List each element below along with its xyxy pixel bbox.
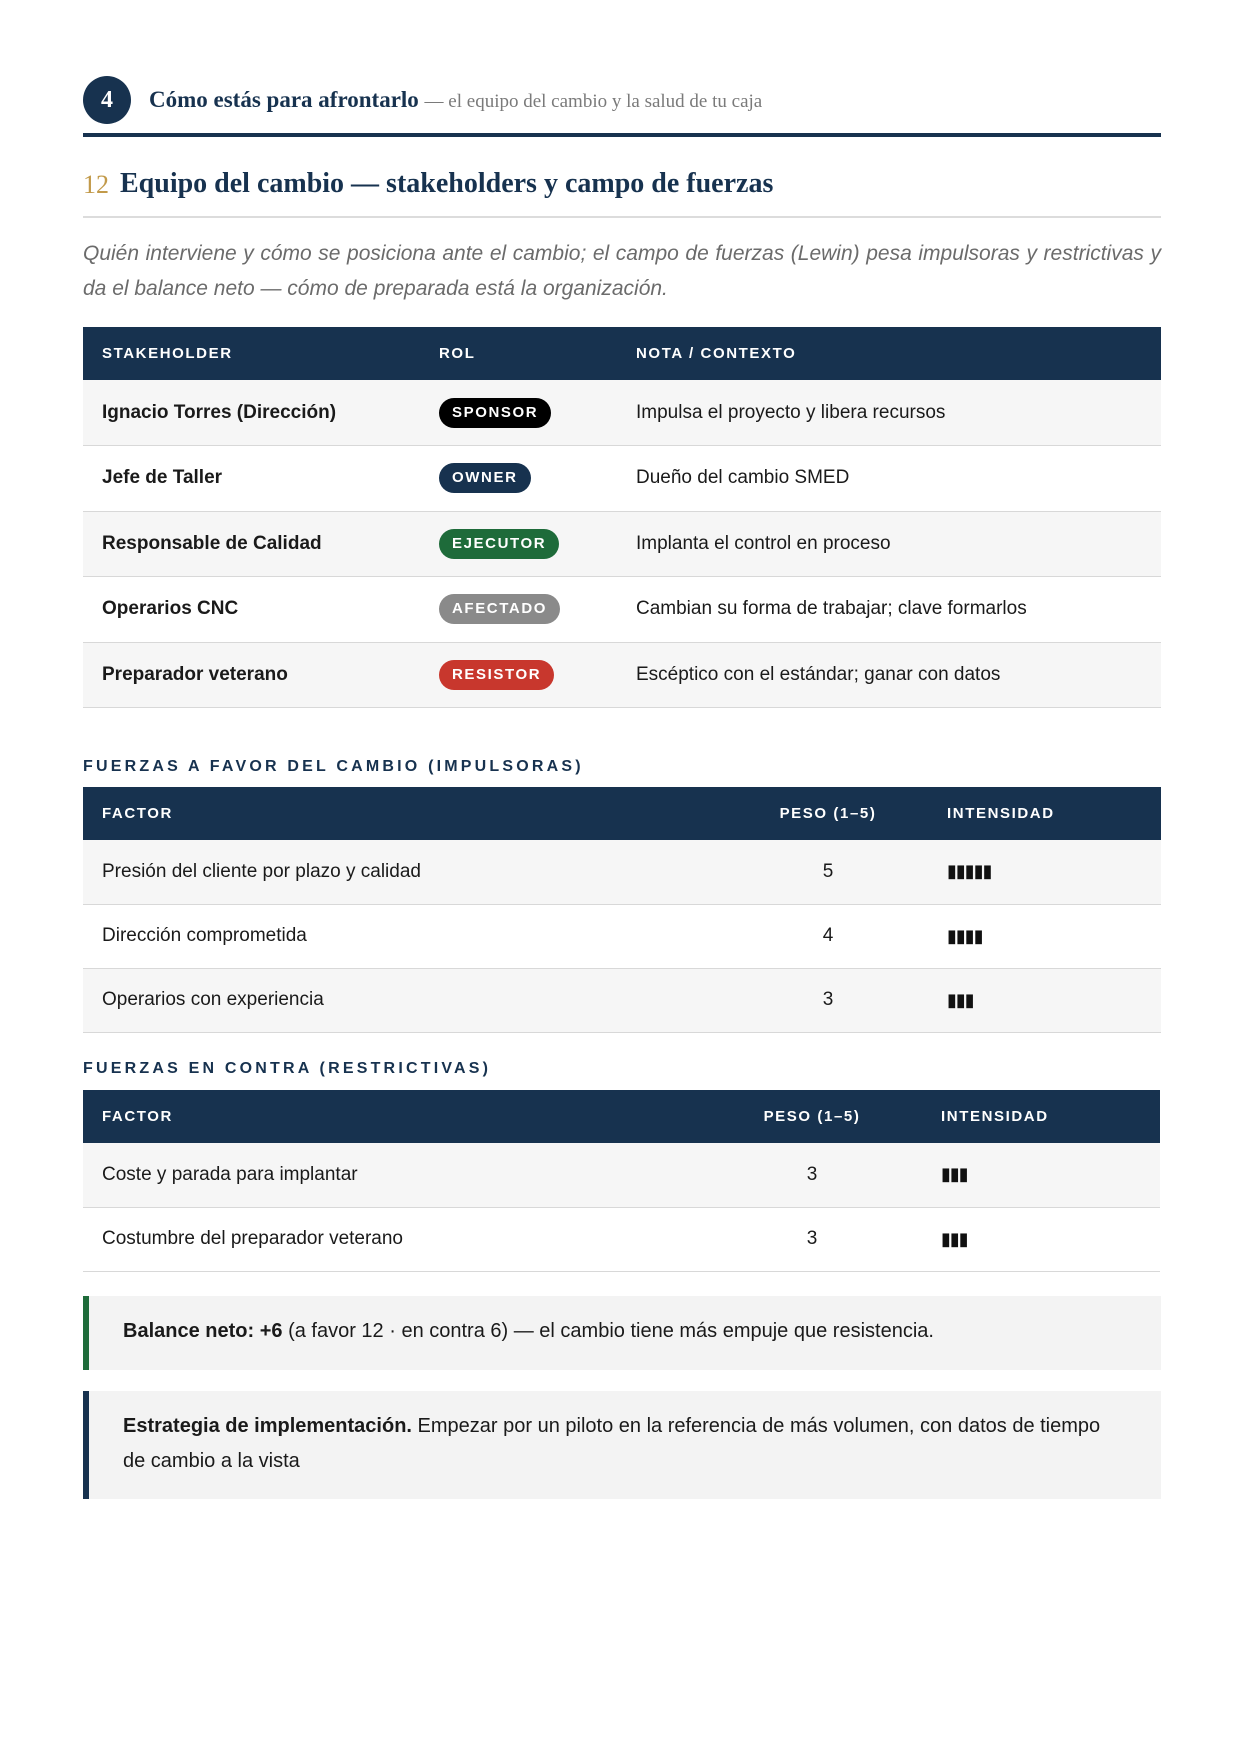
stakeholder-note: Impulsa el proyecto y libera recursos — [617, 380, 1161, 446]
stakeholder-note: Cambian su forma de trabajar; clave formarlos — [617, 577, 1161, 643]
table-header-row — [83, 787, 1161, 840]
column-header-weight: PESO (1–5) — [728, 787, 928, 840]
column-header-weight: PESO (1–5) — [702, 1090, 922, 1143]
intensity-bars: ▮▮▮▮ — [928, 904, 1161, 968]
table-row — [83, 1207, 1160, 1271]
weight-cell: 3 — [702, 1207, 922, 1271]
table-row — [83, 642, 1161, 708]
stakeholders-table — [83, 327, 1161, 708]
column-header-note: NOTA / CONTEXTO — [617, 327, 1161, 380]
role-cell — [420, 380, 617, 446]
role-cell — [420, 511, 617, 577]
forces-for-label: FUERZAS A FAVOR DEL CAMBIO (IMPULSORAS) — [83, 758, 584, 775]
strategy-label: Estrategia de implementación. — [123, 1415, 412, 1437]
section-title — [149, 86, 762, 116]
section-title-main: Cómo estás para afrontarlo — [149, 87, 419, 112]
role-badge: RESISTOR — [439, 660, 554, 690]
stakeholder-note: Implanta el control en proceso — [617, 511, 1161, 577]
strategy-callout — [83, 1391, 1161, 1499]
stakeholder-note: Dueño del cambio SMED — [617, 446, 1161, 512]
intensity-bars: ▮▮▮▮▮ — [928, 840, 1161, 904]
subsection-number: 12 — [83, 170, 109, 199]
intensity-bars: ▮▮▮ — [922, 1143, 1160, 1207]
role-badge: AFECTADO — [439, 594, 560, 624]
table-row — [83, 380, 1161, 446]
section-number-badge: 4 — [83, 76, 131, 124]
column-header-intensity: INTENSIDAD — [928, 787, 1161, 840]
intensity-bars: ▮▮▮ — [922, 1207, 1160, 1271]
stakeholder-name: Preparador veterano — [83, 642, 420, 708]
balance-callout — [83, 1296, 1161, 1370]
stakeholder-note: Escéptico con el estándar; ganar con datos — [617, 642, 1161, 708]
role-badge: SPONSOR — [439, 398, 551, 428]
table-row — [83, 904, 1161, 968]
forces-against-table — [83, 1090, 1160, 1272]
forces-against-label: FUERZAS EN CONTRA (RESTRICTIVAS) — [83, 1060, 492, 1077]
table-row — [83, 1143, 1160, 1207]
section-header — [83, 76, 1161, 140]
subsection-header — [83, 168, 1161, 218]
stakeholder-name: Ignacio Torres (Dirección) — [83, 380, 420, 446]
stakeholder-name: Responsable de Calidad — [83, 511, 420, 577]
table-header-row — [83, 327, 1161, 380]
table-row — [83, 446, 1161, 512]
weight-cell: 4 — [728, 904, 928, 968]
intro-paragraph: Quién interviene y cómo se posiciona ante el cambio; el campo de fuerzas (Lewin) pesa impulsoras y restrictivas y da el balance neto — cómo de preparada está la organización. — [83, 242, 1161, 300]
stakeholder-name: Jefe de Taller — [83, 446, 420, 512]
column-header-role: ROL — [420, 327, 617, 380]
strategy-text: Empezar por un piloto en la referencia de más volumen, con datos de tiempo de cambio a la vista — [123, 1415, 1101, 1472]
role-cell — [420, 446, 617, 512]
role-cell — [420, 577, 617, 643]
balance-text: (a favor 12 · en contra 6) — el cambio tiene más empuje que resistencia. — [282, 1320, 934, 1342]
column-header-factor: FACTOR — [83, 787, 728, 840]
role-badge: OWNER — [439, 463, 531, 493]
factor-cell: Presión del cliente por plazo y calidad — [83, 840, 728, 904]
factor-cell: Coste y parada para implantar — [83, 1143, 702, 1207]
stakeholder-name: Operarios CNC — [83, 577, 420, 643]
intensity-bars: ▮▮▮ — [928, 968, 1161, 1032]
factor-cell: Dirección comprometida — [83, 904, 728, 968]
table-row — [83, 577, 1161, 643]
table-row — [83, 511, 1161, 577]
subsection-title: Equipo del cambio — stakeholders y campo de fuerzas — [120, 168, 774, 199]
table-header-row — [83, 1090, 1160, 1143]
table-row — [83, 840, 1161, 904]
role-badge: EJECUTOR — [439, 529, 559, 559]
weight-cell: 3 — [728, 968, 928, 1032]
forces-for-table — [83, 787, 1161, 1033]
column-header-stakeholder: STAKEHOLDER — [83, 327, 420, 380]
table-row — [83, 968, 1161, 1032]
column-header-factor: FACTOR — [83, 1090, 702, 1143]
role-cell — [420, 642, 617, 708]
weight-cell: 5 — [728, 840, 928, 904]
section-subtitle: — el equipo del cambio y la salud de tu caja — [424, 91, 763, 112]
weight-cell: 3 — [702, 1143, 922, 1207]
factor-cell: Costumbre del preparador veterano — [83, 1207, 702, 1271]
factor-cell: Operarios con experiencia — [83, 968, 728, 1032]
column-header-intensity: INTENSIDAD — [922, 1090, 1160, 1143]
balance-label: Balance neto: +6 — [123, 1320, 283, 1342]
section-divider — [83, 133, 1161, 137]
